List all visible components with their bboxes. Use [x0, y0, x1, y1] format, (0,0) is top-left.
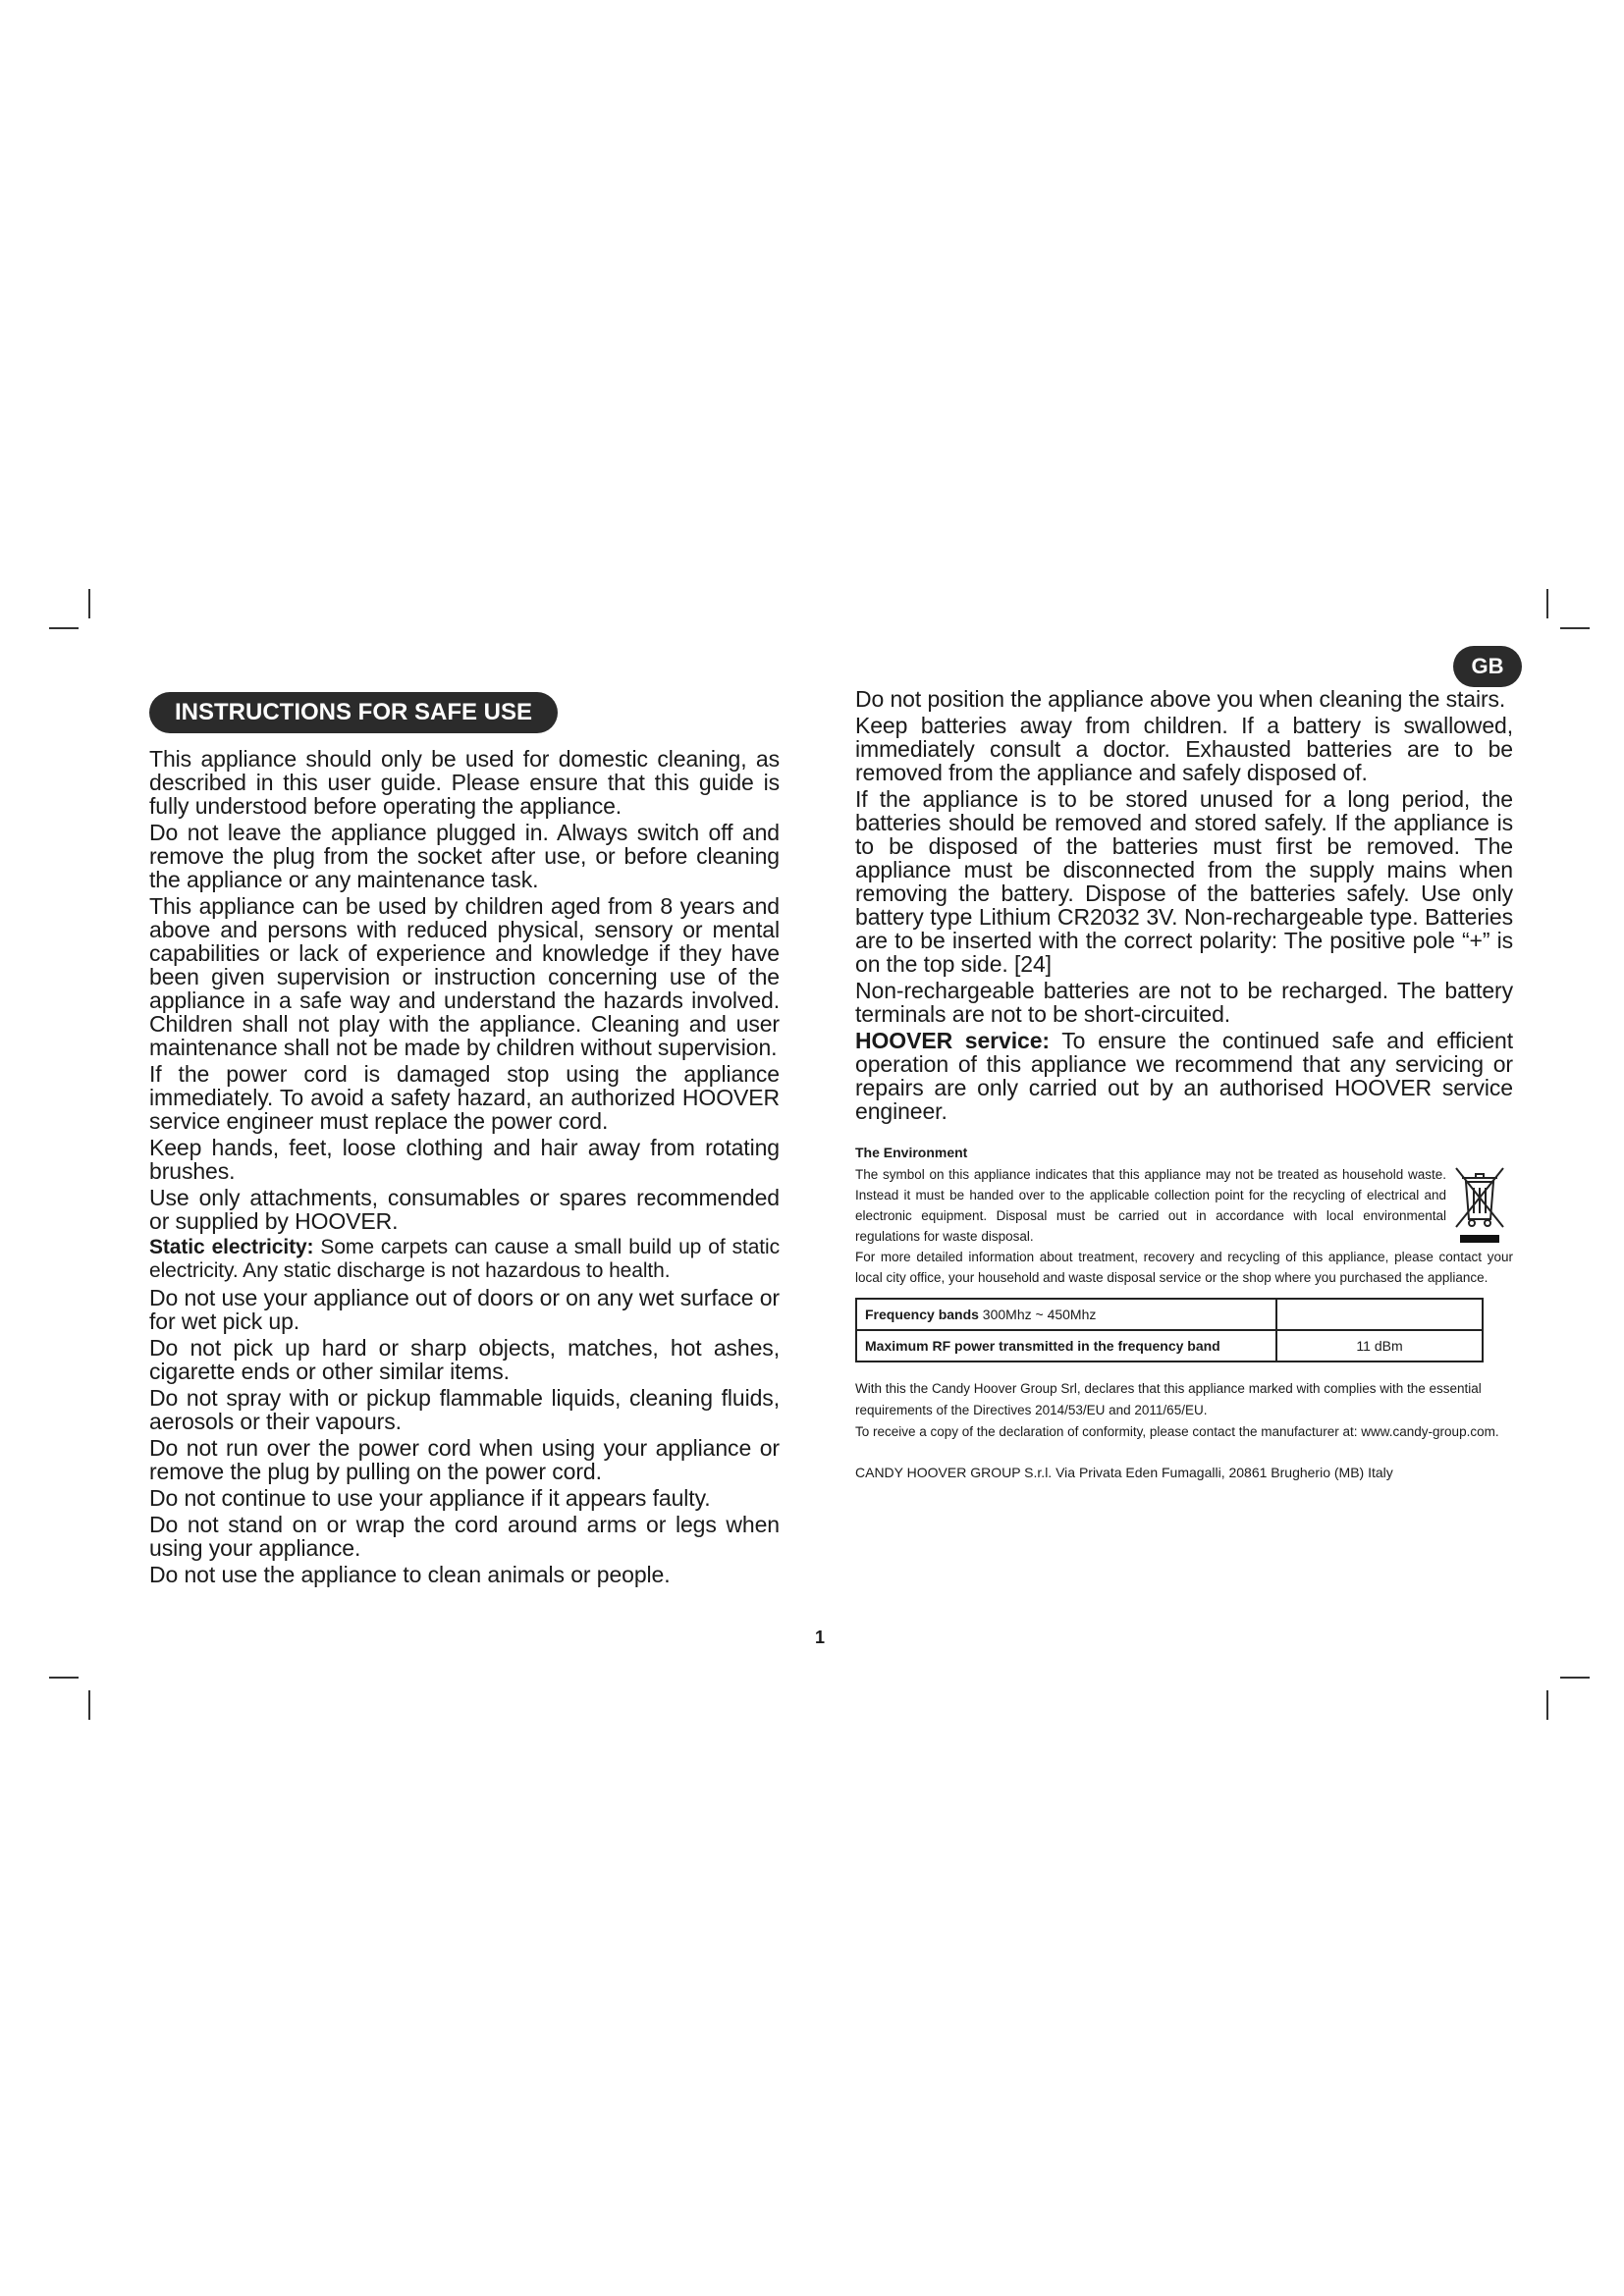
paragraph: Do not position the appliance above you when cleaning the stairs. — [855, 686, 1506, 712]
paragraph: Do not continue to use your appliance if it appears faulty. — [149, 1485, 711, 1511]
static-electricity-label: Static electricity: — [149, 1236, 314, 1258]
paragraph: Do not stand on or wrap the cord around arms or legs when using your appliance. — [149, 1512, 780, 1561]
paragraph: Use only attachments, consumables or spares recommended or supplied by HOOVER. — [149, 1185, 780, 1234]
crop-mark — [1546, 589, 1548, 618]
table-row — [856, 1299, 1483, 1330]
environment-block — [855, 1164, 1513, 1288]
conformity-text: To receive a copy of the declaration of conformity, please contact the manufacturer at: www.candy-group.com. — [855, 1424, 1499, 1439]
paragraph: Do not spray with or pickup flammable liquids, cleaning fluids, aerosols or their vapours. — [149, 1385, 780, 1434]
crop-mark — [49, 627, 79, 629]
paragraph: Do not run over the power cord when using your appliance or remove the plug by pulling on the power cord. — [149, 1435, 780, 1484]
hoover-service-text: To ensure the continued safe and efficient operation of this appliance we recommend that any servicing or repairs are only carried out by an authorised HOOVER service engineer. — [855, 1028, 1514, 1124]
table-row — [856, 1330, 1483, 1362]
paragraph: Do not use your appliance out of doors or on any wet surface or for wet pick up. — [149, 1285, 780, 1334]
declaration-text: With this the Candy Hoover Group Srl, declares that this appliance marked with complies with the essential requirements of the Directives 2014/53/EU and 2011/65/EU. — [855, 1381, 1482, 1417]
company-address: CANDY HOOVER GROUP S.r.l. Via Privata Eden Fumagalli, 20861 Brugherio (MB) Italy — [855, 1465, 1393, 1480]
static-electricity-text: Some carpets can cause a small build up of static electricity. Any static discharge is not hazardous to health. — [149, 1236, 780, 1282]
language-badge: GB — [1453, 646, 1522, 687]
crop-mark — [1546, 1690, 1548, 1720]
rf-table — [855, 1298, 1484, 1362]
paragraph: Do not leave the appliance plugged in. Always switch off and remove the plug from the socket after use, or before cleaning the appliance or any maintenance task. — [149, 820, 780, 892]
crossed-out-wheelie-bin-icon — [1452, 1164, 1507, 1247]
paragraph: This appliance should only be used for domestic cleaning, as described in this user guide. Please ensure that this guide is fully understood before operating the appliance. — [149, 746, 780, 819]
crop-mark — [1560, 1677, 1590, 1679]
frequency-bands-empty-cell — [1276, 1299, 1483, 1330]
paragraph: Non-rechargeable batteries are not to be recharged. The battery terminals are not to be short-circuited. — [855, 978, 1513, 1027]
crop-mark — [1560, 627, 1590, 629]
paragraph: Do not pick up hard or sharp objects, matches, hot ashes, cigarette ends or other similar items. — [149, 1335, 780, 1384]
paragraph: Keep batteries away from children. If a battery is swallowed, immediately consult a doctor. Exhausted batteries are to be removed from the appliance and safely disposed of. — [855, 713, 1513, 785]
environment-text-more: For more detailed information about treatment, recovery and recycling of this appliance, please contact your local city office, your household and waste disposal service or the shop where you purchased the appliance. — [855, 1250, 1513, 1285]
frequency-bands-value: 300Mhz ~ 450Mhz — [978, 1307, 1097, 1322]
max-rf-power-label: Maximum RF power transmitted in the frequency band — [856, 1330, 1276, 1362]
static-electricity-paragraph — [149, 1236, 780, 1283]
left-column — [149, 692, 780, 1589]
hoover-service-label: HOOVER service: — [855, 1028, 1050, 1053]
paragraph: If the power cord is damaged stop using the appliance immediately. To avoid a safety hazard, an authorized HOOVER service engineer must replace the power cord. — [149, 1061, 780, 1134]
crop-mark — [49, 1677, 79, 1679]
paragraph: This appliance can be used by children aged from 8 years and above and persons with reduced physical, sensory or mental capabilities or lack of experience and knowledge if they have been given supervision or instruction concerning use of the appliance in a safe way and understand the hazards involved. Children shall not play with the appliance. Cleaning and user maintenance shall not be made by children without supervision. — [149, 893, 780, 1060]
page-number: 1 — [814, 1628, 825, 1647]
crop-mark — [88, 1690, 90, 1720]
max-rf-power-value: 11 dBm — [1276, 1330, 1483, 1362]
right-column — [855, 687, 1513, 1480]
paragraph: Keep hands, feet, loose clothing and hair away from rotating brushes. — [149, 1135, 780, 1184]
hoover-service-paragraph — [855, 1029, 1513, 1123]
environment-text: The symbol on this appliance indicates that this appliance may not be treated as household waste. Instead it must be handed over to the applicable collection point for the recycling of electrical and electronic equipment. Disposal must be carried out in accordance with local environmental regulations for waste disposal. — [855, 1167, 1446, 1244]
environment-title: The Environment — [855, 1145, 968, 1160]
frequency-bands-cell — [856, 1299, 1276, 1330]
frequency-bands-label: Frequency bands — [865, 1307, 979, 1322]
section-heading: INSTRUCTIONS FOR SAFE USE — [149, 692, 558, 733]
crop-mark — [88, 589, 90, 618]
paragraph: Do not use the appliance to clean animals or people. — [149, 1562, 671, 1587]
paragraph: If the appliance is to be stored unused for a long period, the batteries should be removed and stored safely. If the appliance is to be disposed of the batteries must first be removed. The appliance must be disconnected from the supply mains when removing the battery. Dispose of the batteries safely. Use only battery type Lithium CR2032 3V. Non-rechargeable type. Batteries are to be inserted with the correct polarity: The positive pole “+” is on the top side. [24] — [855, 786, 1513, 977]
